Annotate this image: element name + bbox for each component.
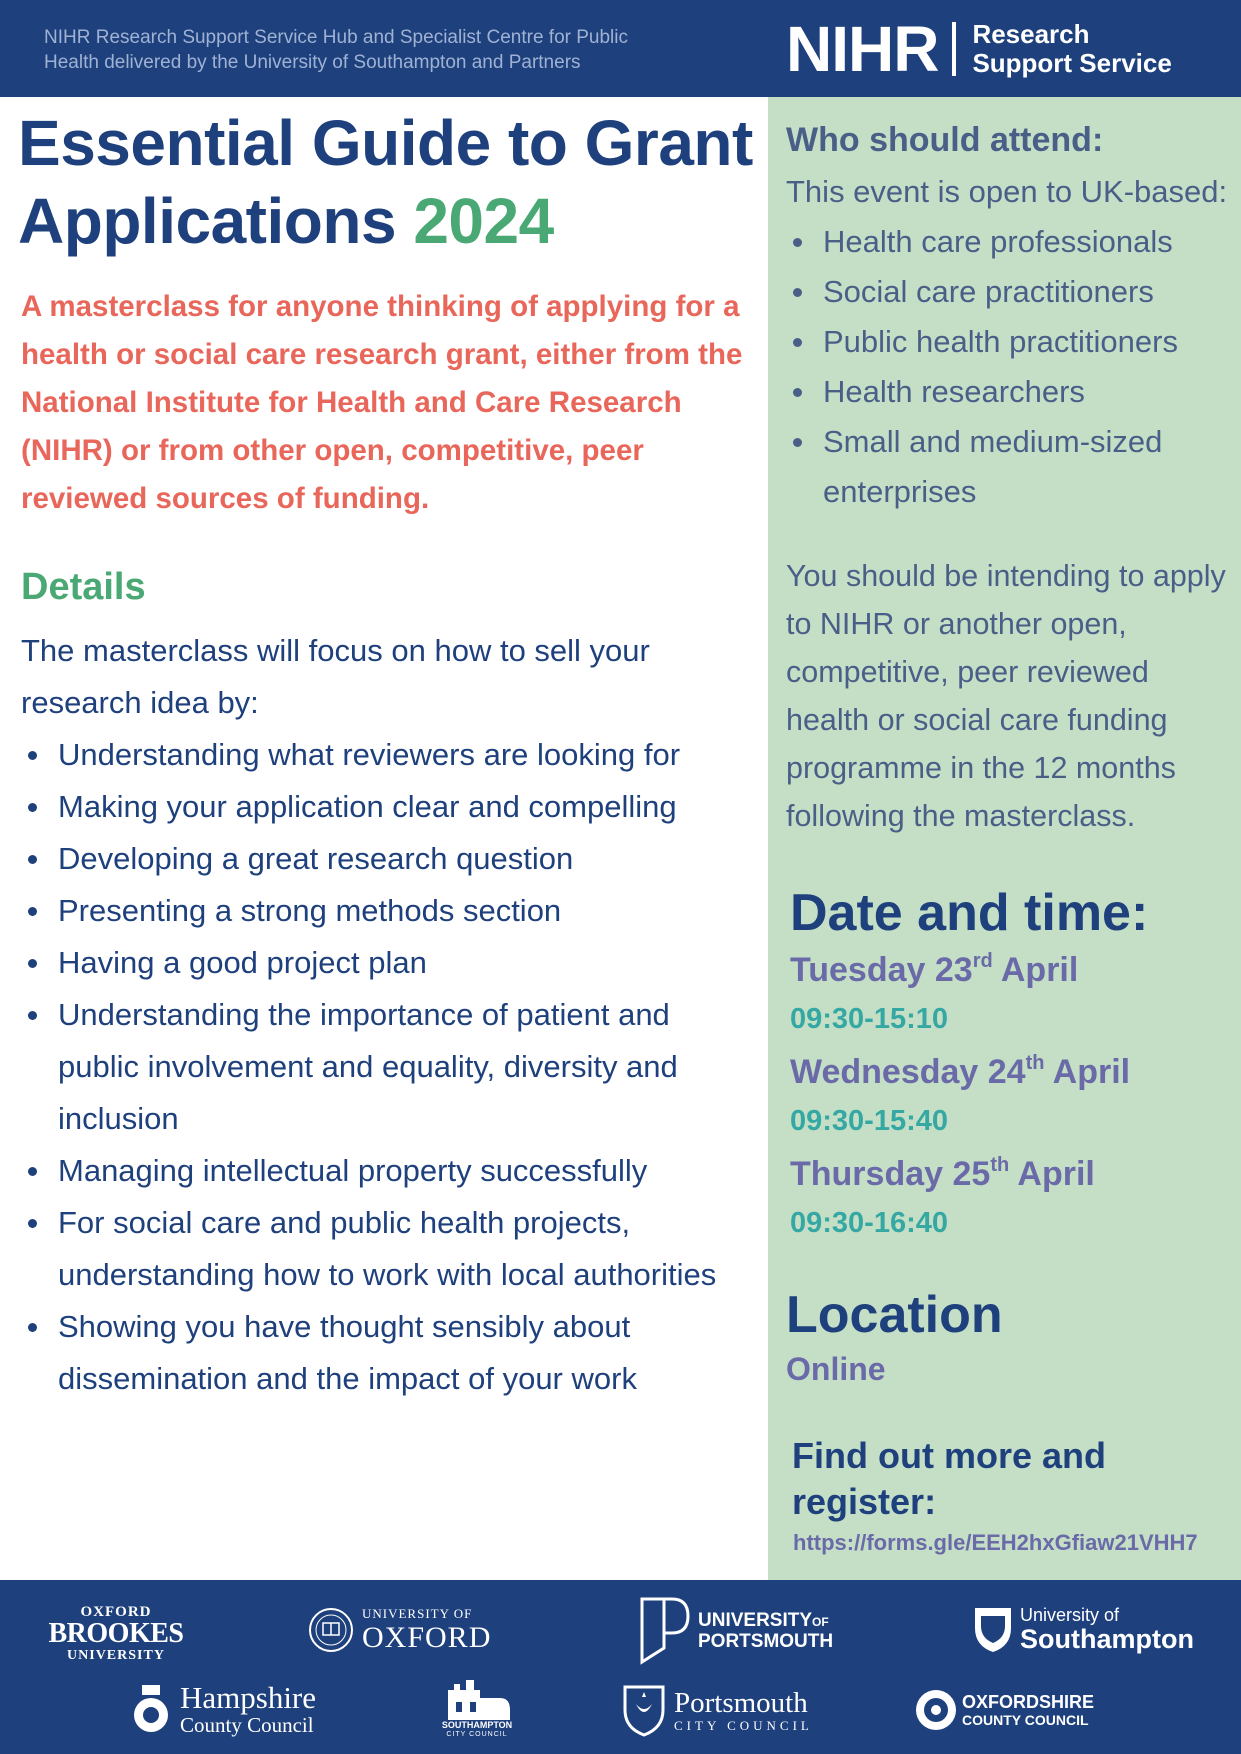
list-item: Making your application clear and compelling <box>58 781 728 833</box>
list-item: Health researchers <box>823 367 1233 417</box>
hampshire-line-1: Hampshire <box>180 1680 317 1715</box>
southampton-line-1: University of <box>1020 1605 1120 1625</box>
list-item: Managing intellectual property successfully <box>58 1145 728 1197</box>
session-time-2: 09:30-15:40 <box>790 1105 948 1137</box>
oxford-crest-icon <box>308 1602 354 1658</box>
list-item: Understanding what reviewers are looking for <box>58 729 728 781</box>
session-time-3: 09:30-16:40 <box>790 1207 948 1239</box>
castle-icon <box>440 1676 514 1720</box>
university-of-oxford-logo <box>308 1602 491 1658</box>
list-item: Presenting a strong methods section <box>58 885 728 937</box>
date-heading: Date and time: <box>790 884 1149 942</box>
southampton-shield-icon <box>972 1604 1014 1654</box>
portsmouth-crest-icon <box>622 1684 666 1738</box>
portsmouth-uni-line-2: PORTSMOUTH <box>698 1630 834 1652</box>
oxfordshire-line-1: OXFORDSHIRE <box>962 1691 1095 1712</box>
session-day-2 <box>790 1050 1130 1094</box>
brookes-line-3: UNIVERSITY <box>67 1648 165 1663</box>
details-lead: The masterclass will focus on how to sell your research idea by: <box>21 633 650 720</box>
logo-line-2: Support Service <box>972 48 1172 78</box>
list-item: Understanding the importance of patient and public involvement and equality, diversity and inclusion <box>58 989 728 1145</box>
southampton-line-2: Southampton <box>1020 1624 1194 1654</box>
who-heading: Who should attend: <box>786 121 1104 159</box>
page-title <box>18 104 758 260</box>
focus-list <box>58 729 728 1405</box>
details-heading: Details <box>21 566 146 608</box>
nihr-logo <box>786 13 1172 85</box>
session-month: April <box>1052 1053 1131 1091</box>
southampton-cc-line-2: CITY COUNCIL <box>446 1731 508 1738</box>
who-lead: This event is open to UK-based: <box>786 174 1228 209</box>
nihr-logo-subtitle <box>972 20 1171 78</box>
logo-divider <box>952 22 956 76</box>
title-year: 2024 <box>413 185 554 257</box>
oxfordshire-line-2: COUNTY COUNCIL <box>962 1711 1089 1728</box>
list-item: For social care and public health projects, understanding how to work with local authorities <box>58 1197 728 1301</box>
oxfordshire-emblem-icon <box>914 1688 958 1732</box>
ordinal-suffix: rd <box>972 950 993 972</box>
brookes-line-1: OXFORD <box>80 1604 152 1620</box>
hampshire-crest-icon <box>130 1683 172 1735</box>
list-item: Developing a great research question <box>58 833 728 885</box>
register-link[interactable]: https://forms.gle/EEH2hxGfiaw21VHH7 <box>793 1530 1198 1555</box>
session-day-text: Wednesday 24 <box>790 1053 1026 1091</box>
portsmouth-cc-line-1: Portsmouth <box>674 1687 808 1719</box>
portsmouth-city-council-logo <box>622 1684 813 1738</box>
oxford-line-1: UNIVERSITY OF <box>362 1606 473 1621</box>
register-heading: Find out more and register: <box>792 1435 1106 1522</box>
university-of-southampton-logo <box>972 1604 1194 1654</box>
session-month: April <box>1017 1155 1095 1193</box>
oxford-line-2: OXFORD <box>362 1621 492 1654</box>
southampton-city-council-logo <box>440 1676 514 1739</box>
oxford-brookes-logo <box>46 1604 186 1664</box>
portsmouth-uni-word: UNIVERSITY <box>698 1609 813 1631</box>
hub-description: NIHR Research Support Service Hub and Specialist Centre for Public Health delivered by the University of Southampton and Partners <box>44 27 628 73</box>
list-item: Small and medium-sized enterprises <box>823 417 1233 517</box>
audience-list <box>823 217 1233 517</box>
university-of-portsmouth-logo <box>638 1596 833 1666</box>
list-item: Social care practitioners <box>823 267 1233 317</box>
session-day-3 <box>790 1152 1095 1196</box>
brookes-line-2: BROOKES <box>48 1618 184 1649</box>
ordinal-suffix: th <box>1025 1052 1045 1074</box>
list-item: Public health practitioners <box>823 317 1233 367</box>
session-day-text: Thursday 25 <box>790 1155 991 1193</box>
header-banner <box>0 0 1241 97</box>
portsmouth-uni-of: OF <box>812 1614 829 1629</box>
list-item: Health care professionals <box>823 217 1233 267</box>
nihr-logo-word: NIHR <box>786 13 939 85</box>
list-item: Showing you have thought sensibly about dissemination and the impact of your work <box>58 1301 728 1405</box>
logo-line-1: Research <box>972 19 1090 49</box>
oxfordshire-county-council-logo <box>914 1688 1094 1732</box>
ordinal-suffix: th <box>990 1154 1010 1176</box>
session-day-text: Tuesday 23 <box>790 951 973 989</box>
session-day-1 <box>790 948 1078 992</box>
portsmouth-uni-line-1 <box>698 1611 833 1632</box>
title-main: Essential Guide to Grant Applications <box>18 107 753 257</box>
list-item: Having a good project plan <box>58 937 728 989</box>
session-time-1: 09:30-15:10 <box>790 1003 948 1035</box>
session-month: April <box>1000 951 1079 989</box>
southampton-cc-line-1: SOUTHAMPTON <box>441 1720 513 1730</box>
partner-logos-footer <box>0 1580 1241 1754</box>
hampshire-line-2: County Council <box>180 1713 314 1737</box>
intro-text: A masterclass for anyone thinking of applying for a health or social care research grant, either from the National Institute for Health and Care Research (NIHR) or from other open, competitive, peer reviewed sources of funding. <box>21 290 743 515</box>
hampshire-county-council-logo <box>130 1682 316 1736</box>
portsmouth-shield-icon <box>638 1596 692 1666</box>
eligibility-text: You should be intending to apply to NIHR or another open, competitive, peer reviewed health or social care funding programme in the 12 months following the masterclass. <box>786 559 1226 833</box>
location-value: Online <box>786 1351 886 1387</box>
location-heading: Location <box>786 1286 1003 1344</box>
portsmouth-cc-line-2: CITY COUNCIL <box>674 1718 813 1733</box>
